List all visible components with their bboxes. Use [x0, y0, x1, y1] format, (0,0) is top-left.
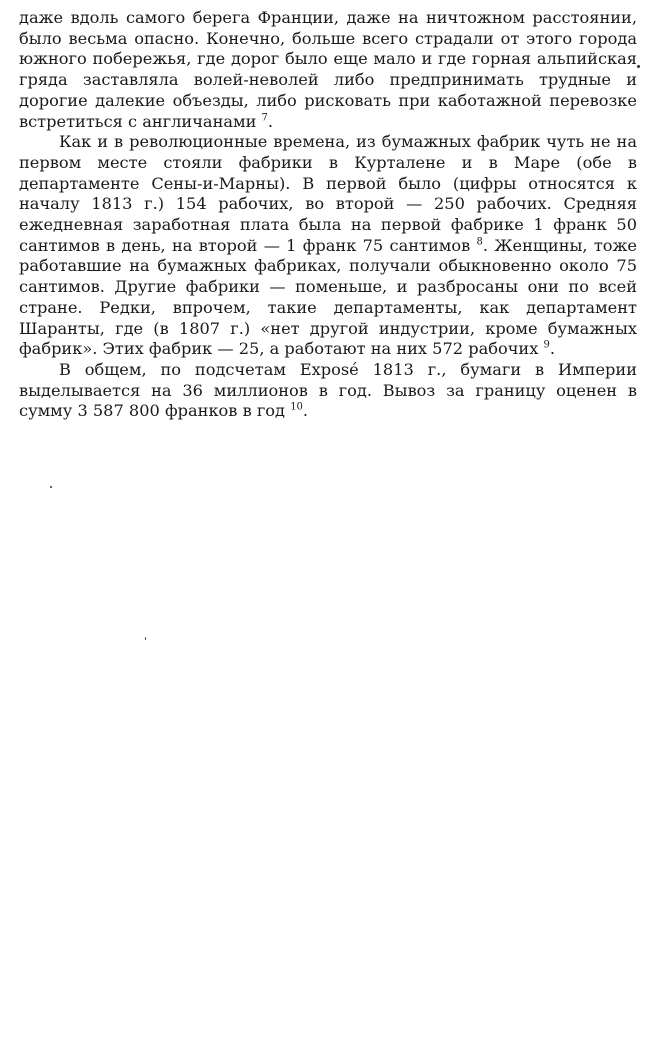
scan-speck	[637, 65, 640, 68]
paragraph-3: В общем, по подсчетам Exposé 1813 г., бумаги в Империи выделывается на 36 миллионов в год. Вывоз за границу оценен в сумму 3 587 800 франков в год $^{10}$.	[19, 359, 637, 421]
scan-speck	[50, 486, 52, 488]
paragraph-2-text: Как и в революционные времена, из бумажных фабрик чуть не на первом месте стояли фабрики в Курталене и в Маре (обе в департаменте Сены-и-Марны). В первой было (цифры относятся к началу 1813 г.) 154 рабочих, во второй — 250 рабочих. Средняя ежедневная заработная плата была на первой фабрике 1 франк 50 сантимов в день, на второй — 1 франк 75 сантимов	[19, 132, 637, 255]
paragraph-1-text: даже вдоль самого берега Франции, даже на ничтожном расстоянии, было весьма опасно. Конечно, больше всего страдали от этого города южного побережья, где дорог было еще мало и где горная альпийская гряда заставляла волей-неволей либо предпринимать трудные и дорогие далекие объезды, либо рисковать при каботажной перевозке встретиться с англичанами	[19, 8, 637, 131]
footnote-ref-9: 9	[543, 339, 550, 351]
paragraph-1: даже вдоль самого берега Франции, даже на ничтожном расстоянии, было весьма опасно. Конечно, больше всего страдали от этого города южного побережья, где дорог было еще мало и где горная альпийская гряда заставляла волей-неволей либо предпринимать трудные и дорогие далекие объезды, либо рисковать при каботажной перевозке встретиться с англичанами $^7$.	[19, 8, 637, 131]
paragraph-2-text-cont: . Женщины, тоже работавшие на бумажных фабриках, получали обыкновенно около 75 сантимов. Другие фабрики — поменьше, и разбросаны они по всей стране. Редки, впрочем, такие департаменты, как департамент Шаранты, где (в 1807 г.) «нет другой индустрии, кроме бумажных фабрик». Этих фабрик — 25, а работают на них 572 рабочих	[19, 235, 637, 359]
paragraph-3-text: В общем, по подсчетам Exposé 1813 г., бумаги в Империи выделывается на 36 миллионов в год. Вывоз за границу оценен в сумму 3 587 800 франков в год	[19, 359, 637, 421]
footnote-ref-10: 10	[290, 401, 303, 413]
paragraph-2: Как и в революционные времена, из бумажных фабрик чуть не на первом месте стояли фабрики в Курталене и в Маре (обе в департаменте Сены-и-Марны). В первой было (цифры относятся к началу 1813 г.) 154 рабочих, во второй — 250 рабочих. Средняя ежедневная заработная плата была на первой фабрике 1 франк 50 сантимов в день, на второй — 1 франк 75 сантимов $^8$. Женщины, тоже работавшие на бумажных фабриках, получали обыкновенно около 75 сантимов. Другие фабрики — поменьше, и разбросаны они по всей стране. Редки, впрочем, такие департаменты, как департамент Шаранты, где (в 1807 г.) «нет другой индустрии, кроме бумажных фабрик». Этих фабрик — 25, а работают на них 572 рабочих $^9$.	[19, 132, 637, 359]
footnote-ref-8: 8	[476, 236, 483, 248]
footnote-ref-7: 7	[261, 112, 268, 124]
page-text	[19, 8, 637, 422]
scan-speck	[145, 637, 146, 640]
